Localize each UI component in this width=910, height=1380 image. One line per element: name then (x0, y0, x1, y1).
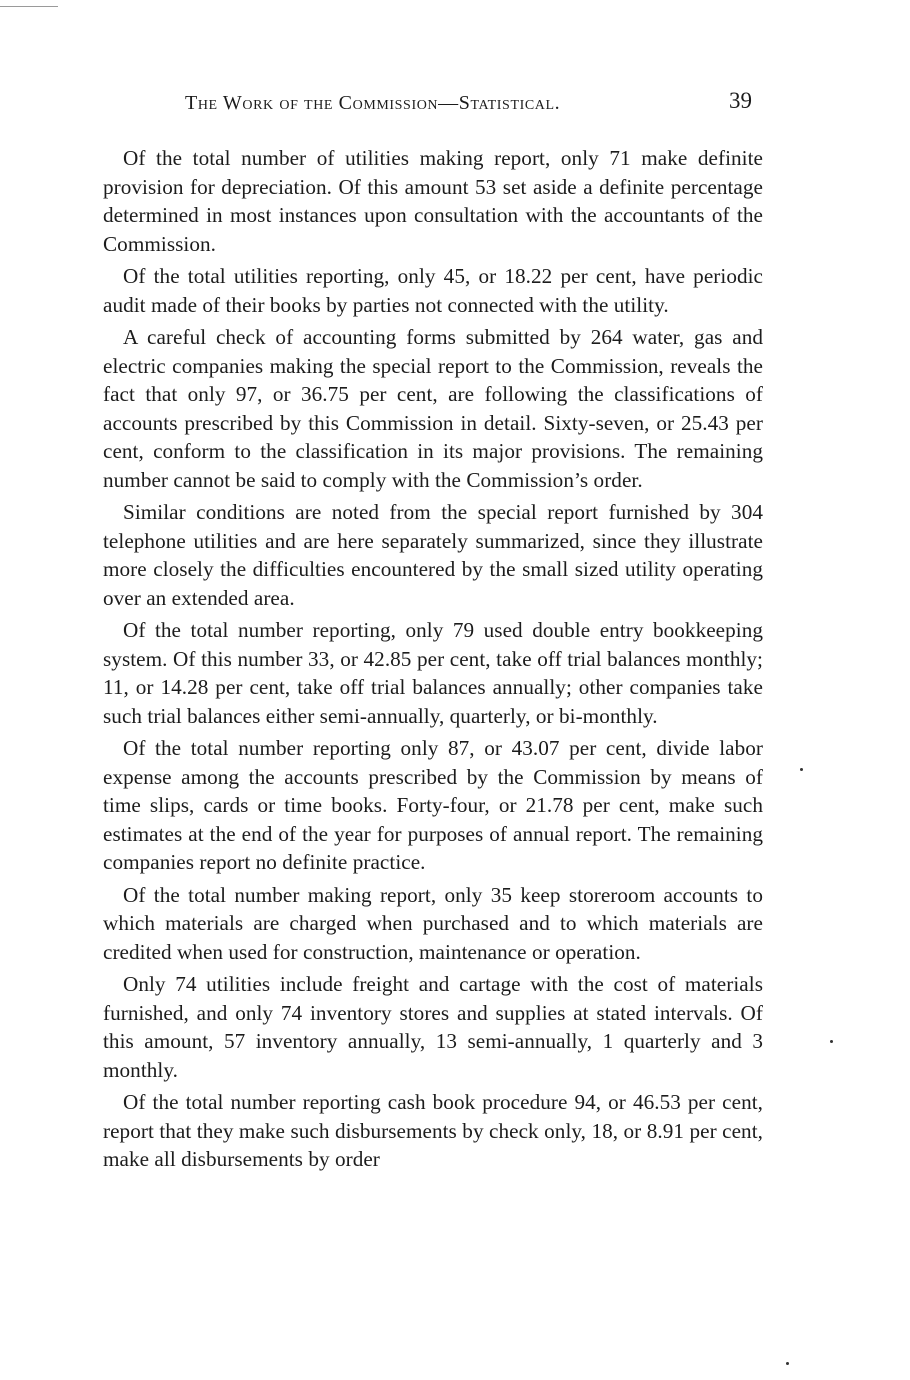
paragraph-labor-expense: Of the total number reporting only 87, or 43.07 per cent, divide labor expense among the accounts prescribed by the Commission by means of time slips, cards or time books. Forty-four, or 21.78 per cent, make such estimates at the end of the year for purposes of annual report. The remaining companies report no definite practice. (103, 736, 763, 874)
paragraph-depreciation: Of the total number of utilities making report, only 71 make definite provision for depreciation. Of this amount 53 set aside a definite percentage determined in most instances upon consultation with the accountants of the Commission. (103, 146, 763, 256)
paragraph-bookkeeping: Of the total number reporting, only 79 used double entry bookkeeping system. Of this number 33, or 42.85 per cent, take off trial balances monthly; 11, or 14.28 per cent, take off trial balances annually; other companies take such trial balances either semi-annually, quarterly, or bi-monthly. (103, 618, 763, 728)
paragraph-freight-inventory: Only 74 utilities include freight and cartage with the cost of materials furnished, and only 74 inventory stores and supplies at stated intervals. Of this amount, 57 inventory annually, 13 semi-annually, 1 quarterly and 3 monthly. (103, 972, 763, 1082)
ink-speck (800, 768, 803, 771)
body-text (103, 144, 763, 1178)
paragraph-cash-book: Of the total number reporting cash book procedure 94, or 46.53 per cent, report that they make such disbursements by check only, 18, or 8.91 per cent, make all disbursements by order (103, 1090, 763, 1171)
ink-speck (786, 1362, 789, 1365)
paragraph-audit: Of the total utilities reporting, only 45, or 18.22 per cent, have periodic audit made of their books by parties not connected with the utility. (103, 264, 763, 317)
running-title: The Work of the Commission—Statistical. (185, 92, 561, 114)
paragraph-accounting-forms: A careful check of accounting forms submitted by 264 water, gas and electric companies making the special report to the Commission, reveals the fact that only 97, or 36.75 per cent, are following the classifications of accounts prescribed by this Commission in detail. Sixty-seven, or 25.43 per cent, conform to the classification in its major provisions. The remaining number cannot be said to comply with the Commission’s order. (103, 325, 763, 492)
paragraph-telephone-utilities: Similar conditions are noted from the special report furnished by 304 telephone utilities and are here separately summarized, since they illustrate more closely the difficulties encountered by the small sized utility operating over an extended area. (103, 500, 763, 610)
ink-speck (830, 1040, 833, 1043)
paragraph-storeroom: Of the total number making report, only 35 keep storeroom accounts to which materials are charged when purchased and to which materials are credited when used for construction, maintenance or operation. (103, 882, 763, 964)
page-edge-rule (0, 6, 58, 7)
running-head (105, 88, 770, 122)
page-number: 39 (729, 88, 752, 113)
